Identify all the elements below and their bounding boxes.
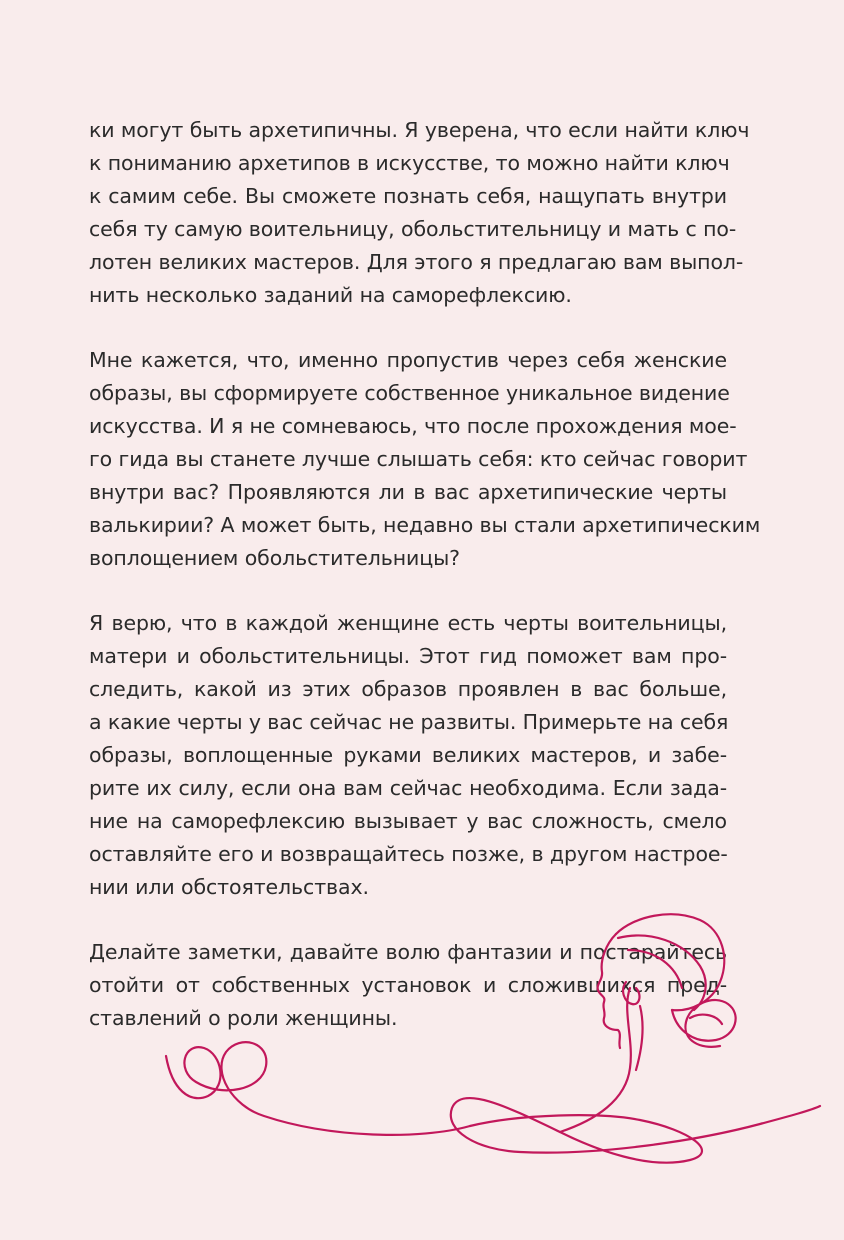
text-line: матери и обольстительницы. Этот гид поможет вам про- [89, 644, 727, 668]
text-line: оставляйте его и возвращайтесь позже, в другом настрое- [89, 842, 728, 866]
hair-strand [628, 950, 682, 988]
text-line: лотен великих мастеров. Для этого я предлагаю вам выпол- [89, 250, 744, 274]
thread-swoop [451, 1098, 820, 1163]
text-line: к пониманию архетипов в искусстве, то можно найти ключ [89, 151, 730, 175]
hair-outline [616, 914, 724, 1010]
text-line: Мне кажется, что, именно пропустив через себя женские [89, 348, 727, 372]
hair-bun [672, 1000, 736, 1047]
text-line: образы, воплощенные руками великих мастеров, и забе- [89, 743, 727, 767]
thread-loop-left [166, 1042, 470, 1135]
ear [623, 982, 639, 1004]
text-line: нить несколько заданий на саморефлексию. [89, 283, 572, 307]
text-line: нии или обстоятельствах. [89, 875, 369, 899]
text-line: а какие черты у вас сейчас не развиты. Примерьте на себя [89, 710, 729, 734]
woman-profile-line-art-icon [0, 900, 844, 1240]
face-profile [598, 934, 620, 1048]
text-line: валькирии? А может быть, недавно вы стали архетипическим [89, 513, 761, 537]
paragraph-1 [89, 114, 750, 312]
paragraph-2 [89, 344, 761, 575]
text-line: образы, вы сформируете собственное уникальное видение [89, 381, 730, 405]
text-line: воплощением обольстительницы? [89, 546, 460, 570]
text-line: ние на саморефлексию вызывает у вас сложность, смело [89, 809, 727, 833]
hair-bun-inner [690, 1015, 722, 1024]
text-line: ставлений о роли женщины. [89, 1006, 398, 1030]
neck [636, 1006, 643, 1070]
text-line: Делайте заметки, давайте волю фантазии и постарайтесь [89, 940, 727, 964]
text-line: го гида вы станете лучше слышать себя: кто сейчас говорит [89, 447, 748, 471]
hair-strand [618, 936, 706, 1010]
text-line: к самим себе. Вы сможете познать себя, нащупать внутри [89, 184, 727, 208]
text-line: отойти от собственных установок и сложившихся пред- [89, 973, 727, 997]
text-line: себя ту самую воительницу, обольстительницу и мать с по- [89, 217, 737, 241]
text-line: ки могут быть архетипичны. Я уверена, что если найти ключ [89, 118, 750, 142]
text-line: искусства. И я не сомневаюсь, что после прохождения мое- [89, 414, 737, 438]
thread-rise [560, 988, 631, 1132]
text-line: следить, какой из этих образов проявлен в вас больше, [89, 677, 727, 701]
text-line: внутри вас? Проявляются ли в вас архетипические черты [89, 480, 727, 504]
paragraph-3 [89, 607, 727, 904]
text-line: Я верю, что в каждой женщине есть черты воительницы, [89, 611, 727, 635]
text-line: рите их силу, если она вам сейчас необходима. Если зада- [89, 776, 727, 800]
